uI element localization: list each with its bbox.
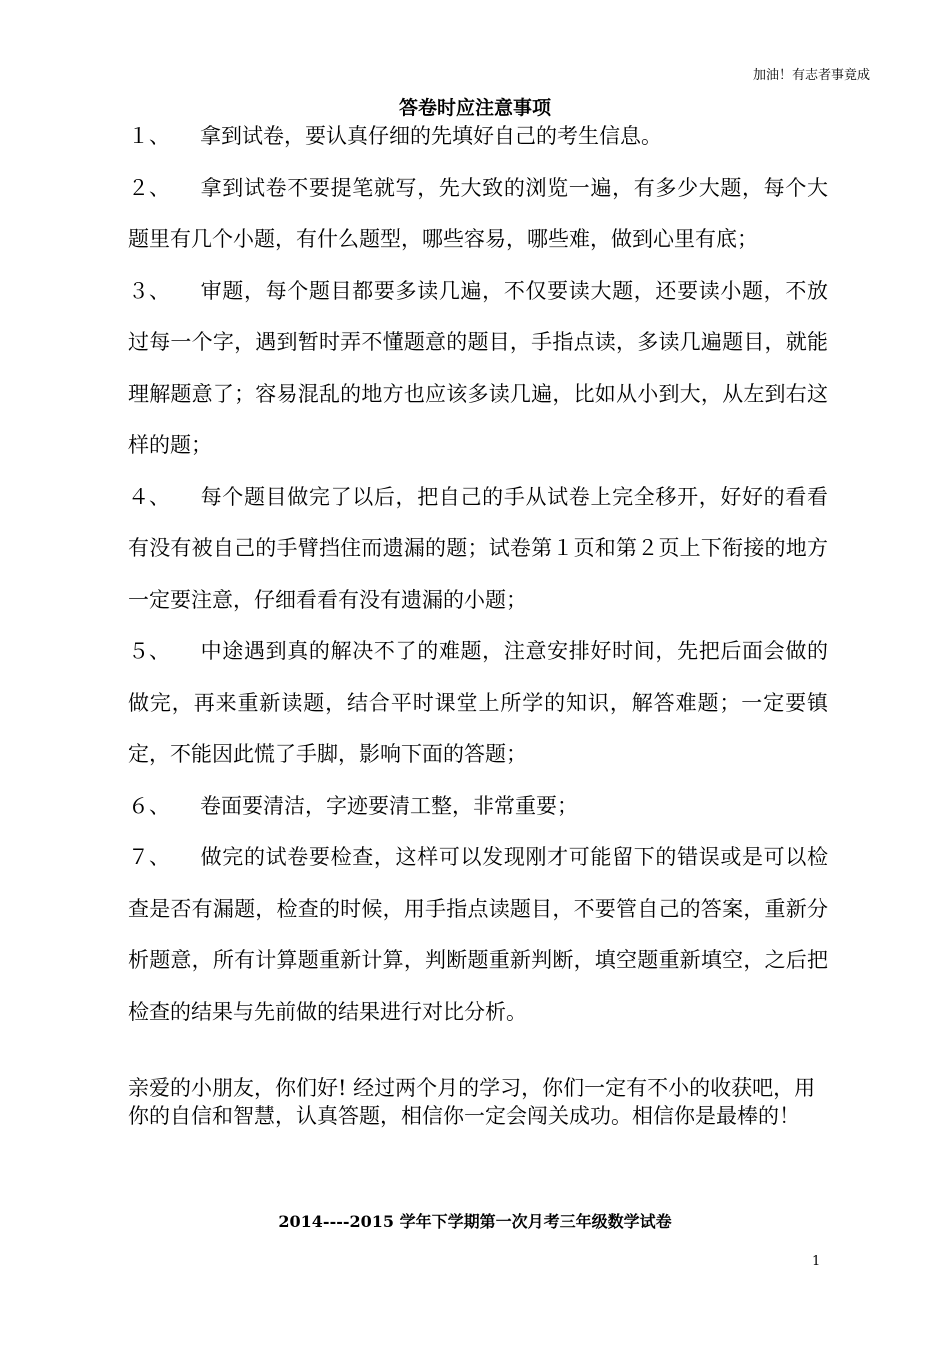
note-number: ５、 <box>128 639 170 663</box>
note-number: ４、 <box>128 484 170 509</box>
exam-title: 2014----2015 学年下学期第一次月考三年级数学试卷 <box>278 1212 672 1231</box>
note-text: 中途遇到真的解决不了的难题，注意安排好时间，先把后面会做的做完，再来重新读题，结合平时课堂上所学的知识，解答难题；一定要镇定，不能因此慌了手脚，影响下面的答题； <box>128 639 828 766</box>
note-item <box>128 832 828 1038</box>
note-item <box>128 472 828 627</box>
note-text: 卷面要清洁，字迹要清工整，非常重要； <box>200 793 578 818</box>
note-item <box>128 111 828 163</box>
note-item <box>128 163 828 266</box>
note-text: 审题，每个题目都要多读几遍，不仅要读大题，还要读小题，不放过每一个字，遇到暂时弄不懂题意的题目，手指点读，多读几遍题目，就能理解题意了；容易混乱的地方也应该多读几遍，比如从小到大，从左到右这样的题； <box>128 278 828 457</box>
note-item <box>128 266 828 472</box>
note-number: ２、 <box>128 175 170 200</box>
note-item <box>128 626 828 781</box>
note-number: １、 <box>128 124 170 148</box>
note-number: ３、 <box>128 278 170 303</box>
note-text: 拿到试卷不要提笔就写，先大致的浏览一遍，有多少大题，每个大题里有几个小题，有什么题型，哪些容易，哪些难，做到心里有底； <box>128 175 828 251</box>
header-motto: 加油！有志者事竟成 <box>752 68 870 83</box>
note-item <box>128 781 828 833</box>
encouragement-message: 亲爱的小朋友，你们好! 经过两个月的学习，你们一定有不小的收获吧，用你的自信和智慧，认真答题，相信你一定会闯关成功。相信你是最棒的！ <box>128 1076 816 1128</box>
note-number: ６、 <box>128 793 170 818</box>
note-text: 拿到试卷，要认真仔细的先填好自己的考生信息。 <box>200 124 662 148</box>
page-title: 答卷时应注意事项 <box>398 97 551 119</box>
note-text: 每个题目做完了以后，把自己的手从试卷上完全移开，好好的看看有没有被自己的手臂挡住而遗漏的题；试卷第１页和第２页上下衔接的地方一定要注意，仔细看看有没有遗漏的小题； <box>128 484 828 612</box>
notes-list <box>128 111 828 1038</box>
note-text: 做完的试卷要检查，这样可以发现刚才可能留下的错误或是可以检查是否有漏题，检查的时候，用手指点读题目，不要管自己的答案，重新分析题意，所有计算题重新计算，判断题重新判断，填空题重新填空，之后把检查的结果与先前做的结果进行对比分析。 <box>128 845 828 1024</box>
note-number: ７、 <box>128 845 170 869</box>
page-number: 1 <box>812 1254 821 1269</box>
